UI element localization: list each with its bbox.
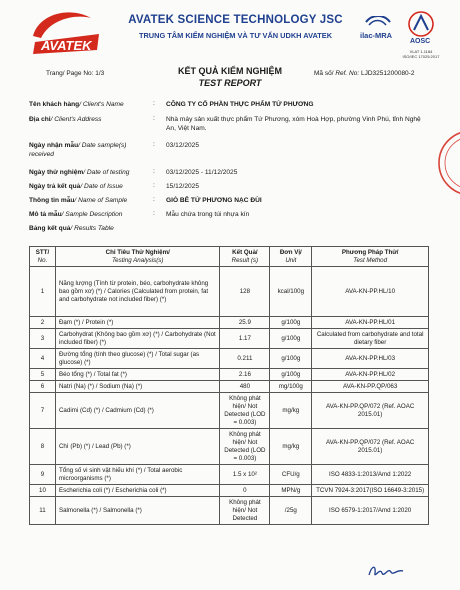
- table-row: 8 Chì (Pb) (*) / Lead (Pb) (*) Không phát hiện/ Not Detected (LOD = 0.003) mg/kg AVA-KN-PP.QP/072 (Ref. AOAC 2015.01): [30, 429, 429, 465]
- table-row: 7 Cadimi (Cd) (*) / Cadmium (Cd) (*) Không phát hiện/ Not Detected (LOD = 0.003) mg/kg AVA-KN-PP.QP/072 (Ref. AOAC 2015.01): [30, 393, 429, 429]
- table-row: 6 Natri (Na) (*) / Sodium (Na) (*) 480 mg/100g AVA-KN-PP.QP/063: [30, 381, 429, 393]
- avatek-logo: [29, 8, 103, 60]
- ref-label-en: Ref. No:: [335, 70, 360, 77]
- ref-label-vi: Mã số/: [314, 70, 336, 77]
- table-row: 1 Năng lượng (Tính từ protein, béo, carbohydrate không bao gồm xơ) (*) / Calories (Calculated from protein, fat and carbohydrate not included fiber) (*) 128 kcal/100g AVA-KN-PP.HL/10: [30, 267, 429, 317]
- sample-name-value: GIÒ BÊ TỨ PHƯƠNG NẠC ĐÙI: [166, 197, 262, 204]
- header-analysis: Chỉ Tiêu Thử Nghiệm/ Testing Analysis(s): [55, 247, 219, 267]
- table-row: 5 Béo tổng (*) / Total fat (*) 2.16 g/100g AVA-KN-PP.HL/02: [30, 369, 429, 381]
- company-name-en: AVATEK SCIENCE TECHNOLOGY JSC: [128, 14, 343, 26]
- table-header-row: [30, 247, 429, 267]
- ilac-mra-logo: [358, 16, 396, 46]
- client-name-value: CÔNG TY CỔ PHẦN THỰC PHẨM TỨ PHƯƠNG: [166, 101, 314, 108]
- ref-value: LJD3251200080-2: [359, 70, 415, 77]
- aosc-code: VLAT 1.1184: [409, 49, 433, 54]
- table-row: 3 Carbohydrat (Không bao gồm xơ) (*) / Carbohydrate (Not included fiber) (*) 1.17 g/100g Calculated from carbohydrate and total dietary fiber: [30, 329, 429, 349]
- company-header: [118, 14, 353, 40]
- logo-text: AVATEK: [41, 38, 92, 53]
- header-unit: Đơn Vị/ Unit: [270, 247, 312, 267]
- aosc-text: AOSC: [410, 38, 431, 44]
- ilac-text: ilac-MRA: [360, 31, 393, 40]
- table-row: 2 Đạm (*) / Protein (*) 25.9 g/100g AVA-KN-PP.HL/01: [30, 317, 429, 329]
- table-row: 10 Escherichia coli (*) / Escherichia coli (*) 0 MPN/g TCVN 7924-3:2017(ISO 16649-3:2015): [30, 485, 429, 497]
- date-issue-value: 15/12/2025: [166, 183, 200, 190]
- company-name-vi: TRUNG TÂM KIỂM NGHIỆM VÀ TƯ VẤN UDKH AVATEK: [138, 31, 333, 40]
- table-row: 4 Đường tổng (tính theo glucose) (*) / Total sugar (as glucose) (*) 0.211 g/100g AVA-KN-PP.HL/03: [30, 349, 429, 369]
- date-testing-value: 03/12/2025 - 11/12/2025: [166, 169, 238, 176]
- header-result: Kết Quả/ Result (s): [220, 247, 270, 267]
- report-title-vi: KẾT QUẢ KIỂM NGHIỆM: [177, 66, 282, 76]
- aosc-logo: [400, 10, 442, 58]
- report-title: [150, 66, 310, 88]
- sample-description-value: Mẫu chứa trong túi nhựa kín: [166, 211, 250, 218]
- aosc-standard: ISO/IEC 17025:2017: [402, 54, 440, 59]
- table-row: 11 Salmonella (*) / Salmonella (*) Không phát hiện/ Not Detected /25g ISO 6579-1:2017/Amd 1:2020: [30, 497, 429, 525]
- reference-number: [314, 70, 414, 77]
- header-method: Phương Pháp Thử/ Test Method: [312, 247, 429, 267]
- date-received-value: 03/12/2025: [166, 142, 200, 149]
- header-no: STT/ No.: [30, 247, 56, 267]
- client-address-value: Nhà máy sản xuất thực phẩm Tứ Phương, xóm Hoà Hợp, phường Vinh Phú, tỉnh Nghệ An, Việt Nam.: [166, 116, 421, 132]
- test-report-page: AVATEK AVATEK SCIENCE TECHNOLOGY JSC TRUNG TÂM KIỂM NGHIỆM VÀ TƯ VẤN UDKH AVATEK ilac-MRA AOSC VLAT 1.1184 ISO/IEC 17025:2017 Trang/ Page No: 1/3 KẾT QUẢ KIỂM NGHIỆM TEST REPORT Mã số/ Ref. No: LJD3251200080-2 Tên khách hàng/ Client's Name : CÔNG TY CỔ PHẦN THỰC PHẨM TỨ PHƯƠNG Địa chỉ/ Client's Address : Nhà máy sản xuất thực phẩm Tứ Phương, xóm Hoà Hợp, phường Vinh Phú, tỉnh Nghệ An, Việt Nam. Ngày nhận mẫu/ Date sample(s) received : 03/12/2025 Ngày thử nghiệm/ Date of testing : 03/12/2025 - 11/12/2025 Ngày trả kết quả/ Date of Issue : 15/12/2025 Thông tin mẫu/ Name of Sample : GIÒ BÊ TỨ PHƯƠNG NẠC ĐÙI Mô tả mẫu/ Sample Description : Mẫu chứa trong túi nhựa kín Bảng kết quả/ Results Table STT/ No. Chỉ Tiêu Thử Nghiệm/ Testing Analysis(s) Kết Quả/ Result (s) Đơn Vị/ Unit Phương Pháp Thử/ Test Method 1 Năng lượng (Tính từ protein, béo, carbohydrate không bao gồm xơ) (*) / Calories (Calculated from protein, fat and carbohydrate not included fiber) (*) 128 kcal/100g AVA-KN-PP.HL/10 2 Đạm (*) / Protein (*) 25.9 g/100g AVA-KN-PP.HL/01 3 Carbohydrat (Không bao gồm xơ) (*) / Carbohydrate (Not included fiber) (*) 1.17 g/100g Calculated from carbohydrate and total dietary fiber 4 Đường tổng (tính theo glucose) (*) / Total sugar (as glucose) (*) 0.211 g/100g AVA-KN-PP.HL/03 5 Béo tổng (*) / Total fat (*) 2.16 g/100g AVA-KN-PP.HL/02 6 Natri (Na) (*) / Sodium (Na) (*) 480 mg/100g AVA-KN-PP.QP/063 7 Cadimi (Cd) (*) / Cadmium (Cd) (*) Không phát hiện/ Not Detected (LOD = 0.003) mg/kg AVA-KN-PP.QP/072 (Ref. AOAC 2015.01) 8 Chì (Pb) (*) / Lead (Pb) (*) Không phát hiện/ Not Detected (LOD = 0.003) mg/kg AVA-KN-PP.QP/072 (Ref. AOAC 2015.01) 9 Tổng số vi sinh vật hiếu khí (*) / Total aerobic microorganisms (*) 1.5 x 10² CFU/g ISO 4833-1:2013/Amd 1:2022 10 Escherichia coli (*) / Escherichia coli (*) 0 MPN/g TCVN 7924-3:2017(ISO 16649-3:2015) 11 Salmonella (*) / Salmonella (*) Không phát hiện/ Not Detected /25g ISO 6579-1:2017/Amd 1:2020: [0, 0, 460, 590]
- results-table: [29, 246, 429, 525]
- page-number: Trang/ Page No: 1/3: [46, 70, 105, 77]
- report-title-en: TEST REPORT: [198, 78, 262, 88]
- table-row: 9 Tổng số vi sinh vật hiếu khí (*) / Total aerobic microorganisms (*) 1.5 x 10² CFU/g ISO 4833-1:2013/Amd 1:2022: [30, 465, 429, 485]
- red-stamp: [437, 128, 460, 198]
- signature: [366, 561, 406, 581]
